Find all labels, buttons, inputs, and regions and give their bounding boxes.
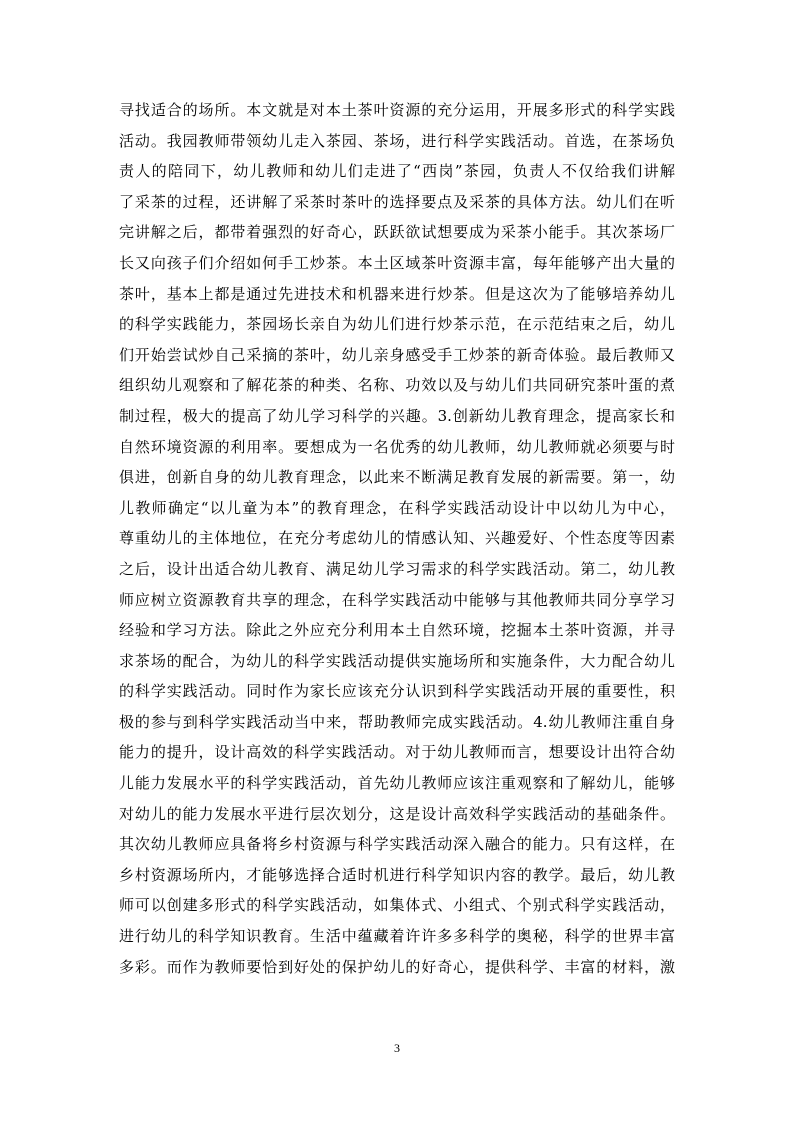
text-line: 儿能力发展水平的科学实践活动，首先幼儿教师应该注重观察和了解幼儿，能够: [119, 774, 675, 793]
text-line: 能力的提升，设计高效的科学实践活动。对于幼儿教师而言，想要设计出符合幼: [119, 743, 675, 762]
text-line: 对幼儿的能力发展水平进行层次划分，这是设计高效科学实践活动的基础条件。: [119, 804, 675, 823]
text-line: 俱进，创新自身的幼儿教育理念，以此来不断满足教育发展的新需要。第一，幼: [119, 468, 675, 487]
text-line: 经验和学习方法。除此之外应充分利用本土自然环境，挖掘本土茶叶资源，并寻: [119, 621, 675, 640]
text-line: 儿教师确定“以儿童为本”的教育理念，在科学实践活动设计中以幼儿为中心，: [119, 498, 675, 517]
text-line: 组织幼儿观察和了解花茶的种类、名称、功效以及与幼儿们共同研究茶叶蛋的煮: [119, 376, 675, 395]
text-line: 尊重幼儿的主体地位，在充分考虑幼儿的情感认知、兴趣爱好、个性态度等因素: [119, 529, 675, 548]
text-line: 寻找适合的场所。本文就是对本土茶叶资源的充分运用，开展多形式的科学实践: [119, 101, 675, 119]
text-line: 进行幼儿的科学知识教育。生活中蕴藏着许许多多科学的奥秘，科学的世界丰富: [119, 927, 675, 946]
text-line: 之后，设计出适合幼儿教育、满足幼儿学习需求的科学实践活动。第二，幼儿教: [119, 559, 675, 578]
text-line: 极的参与到科学实践活动当中来，帮助教师完成实践活动。4.幼儿教师注重自身: [119, 712, 675, 731]
body-text: [119, 95, 675, 982]
text-line: 茶叶，基本上都是通过先进技术和机器来进行炒茶。但是这次为了能够培养幼儿: [119, 284, 675, 303]
page-number: 3: [394, 1041, 400, 1055]
text-line: 长又向孩子们介绍如何手工炒茶。本土区域茶叶资源丰富，每年能够产出大量的: [119, 253, 675, 272]
text-line: 多彩。而作为教师要恰到好处的保护幼儿的好奇心，提供科学、丰富的材料，激: [119, 957, 675, 976]
text-line: 责人的陪同下，幼儿教师和幼儿们走进了“西岗”茶园，负责人不仅给我们讲解: [119, 162, 675, 181]
text-line: 求茶场的配合，为幼儿的科学实践活动提供实施场所和实施条件，大力配合幼儿: [119, 651, 675, 670]
text-line: 活动。我园教师带领幼儿走入茶园、茶场，进行科学实践活动。首选，在茶场负: [119, 131, 675, 150]
text-line: 乡村资源场所内，才能够选择合适时机进行科学知识内容的教学。最后，幼儿教: [119, 865, 675, 884]
text-line: 们开始尝试炒自己采摘的茶叶，幼儿亲身感受手工炒茶的新奇体验。最后教师又: [119, 345, 675, 364]
text-line: 完讲解之后，都带着强烈的好奇心，跃跃欲试想要成为采茶小能手。其次茶场厂: [119, 223, 675, 242]
text-line: 师可以创建多形式的科学实践活动，如集体式、小组式、个别式科学实践活动，: [119, 896, 675, 915]
text-line: 了采茶的过程，还讲解了采茶时茶叶的选择要点及采茶的具体方法。幼儿们在听: [119, 192, 675, 211]
text-line: 的科学实践能力，茶园场长亲自为幼儿们进行炒茶示范，在示范结束之后，幼儿: [119, 315, 675, 334]
text-line: 其次幼儿教师应具备将乡村资源与科学实践活动深入融合的能力。只有这样，在: [119, 835, 675, 854]
text-line: 自然环境资源的利用率。要想成为一名优秀的幼儿教师，幼儿教师就必须要与时: [119, 437, 675, 456]
text-line: 制过程，极大的提高了幼儿学习科学的兴趣。3.创新幼儿教育理念，提高家长和: [119, 406, 675, 425]
text-line: 的科学实践活动。同时作为家长应该充分认识到科学实践活动开展的重要性，积: [119, 682, 675, 701]
text-line: 师应树立资源教育共享的理念，在科学实践活动中能够与其他教师共同分享学习: [119, 590, 675, 609]
